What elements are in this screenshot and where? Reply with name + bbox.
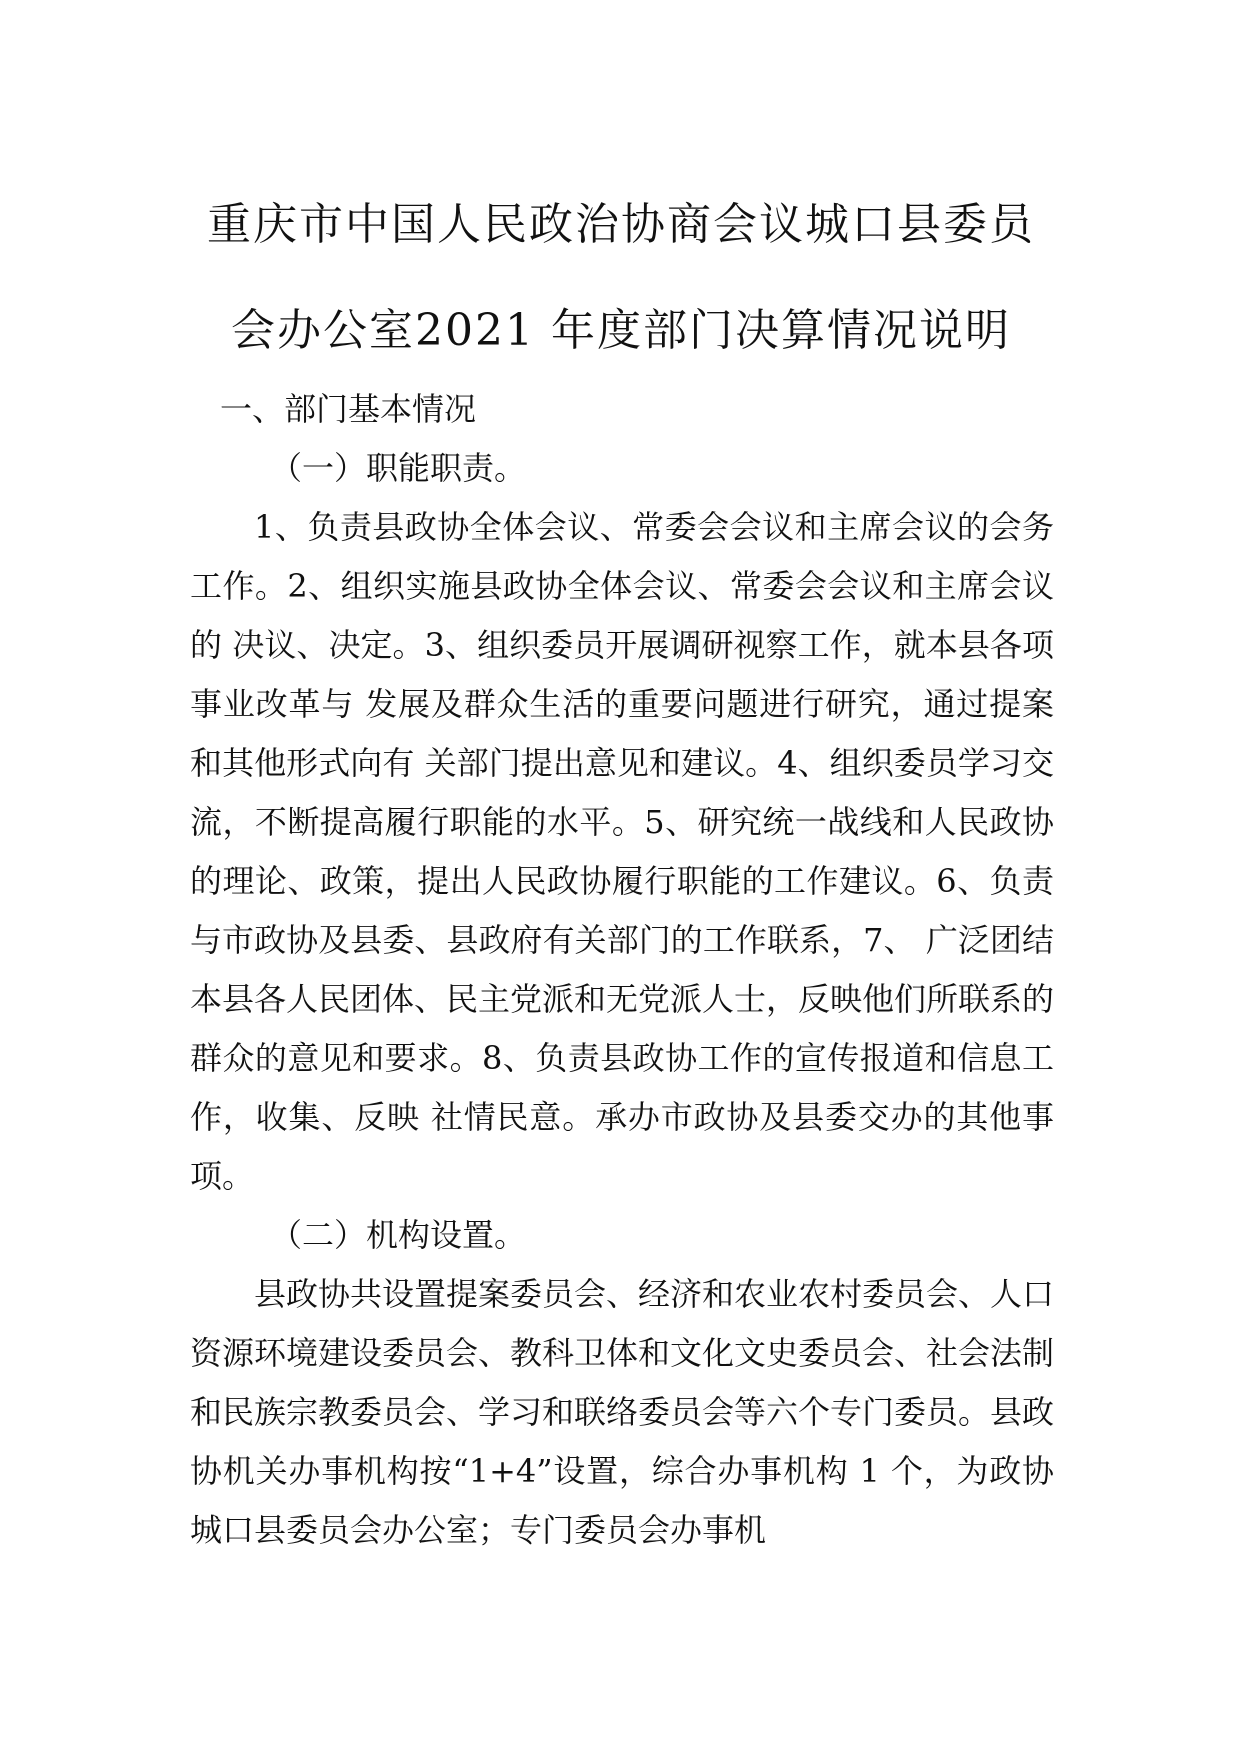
paragraph-functions: 1、负责县政协全体会议、常委会会议和主席会议的会务工作。2、组织实施县政协全体会议、常委会会议和主席会议的 决议、决定。3、组织委员开展调研视察工作，就本县各项事业改革与 发展及群众生活的重要问题进行研究，通过提案和其他形式向有 关部门提出意见和建议。4、组织委员学习交流，不断提高履行职能的水平。5、研究统一战线和人民政协的理论、政策，提出人民政协履行职能的工作建议。6、负责与市政协及县委、县政府有关部门的工作联系，7、 广泛团结本县各人民团体、民主党派和无党派人士，反映他们所联系的群众的意见和要求。8、负责县政协工作的宣传报道和信息工作，收集、反映 社情民意。承办市政协及县委交办的其他事项。	[190, 508, 1055, 1195]
document-body	[190, 380, 1054, 1560]
section-heading-basic-info: 一、部门基本情况	[220, 390, 477, 428]
title-line-1: 重庆市中国人民政治协商会议城口县委员	[207, 199, 1035, 250]
document-title	[120, 172, 1122, 384]
subheading-functions: （一）职能职责。	[270, 449, 527, 487]
paragraph-organization: 县政协共设置提案委员会、经济和农业农村委员会、人口资源环境建设委员会、教科卫体和文化文史委员会、社会法制和民族宗教委员会、学习和联络委员会等六个专门委员。县政协机关办事机构按“1+4”设置，综合办事机构 1 个，为政协城口县委员会办公室；专门委员会办事机	[190, 1275, 1055, 1549]
title-line-2: 会办公室2021 年度部门决算情况说明	[231, 305, 1011, 356]
subheading-organization: （二）机构设置。	[270, 1216, 527, 1254]
